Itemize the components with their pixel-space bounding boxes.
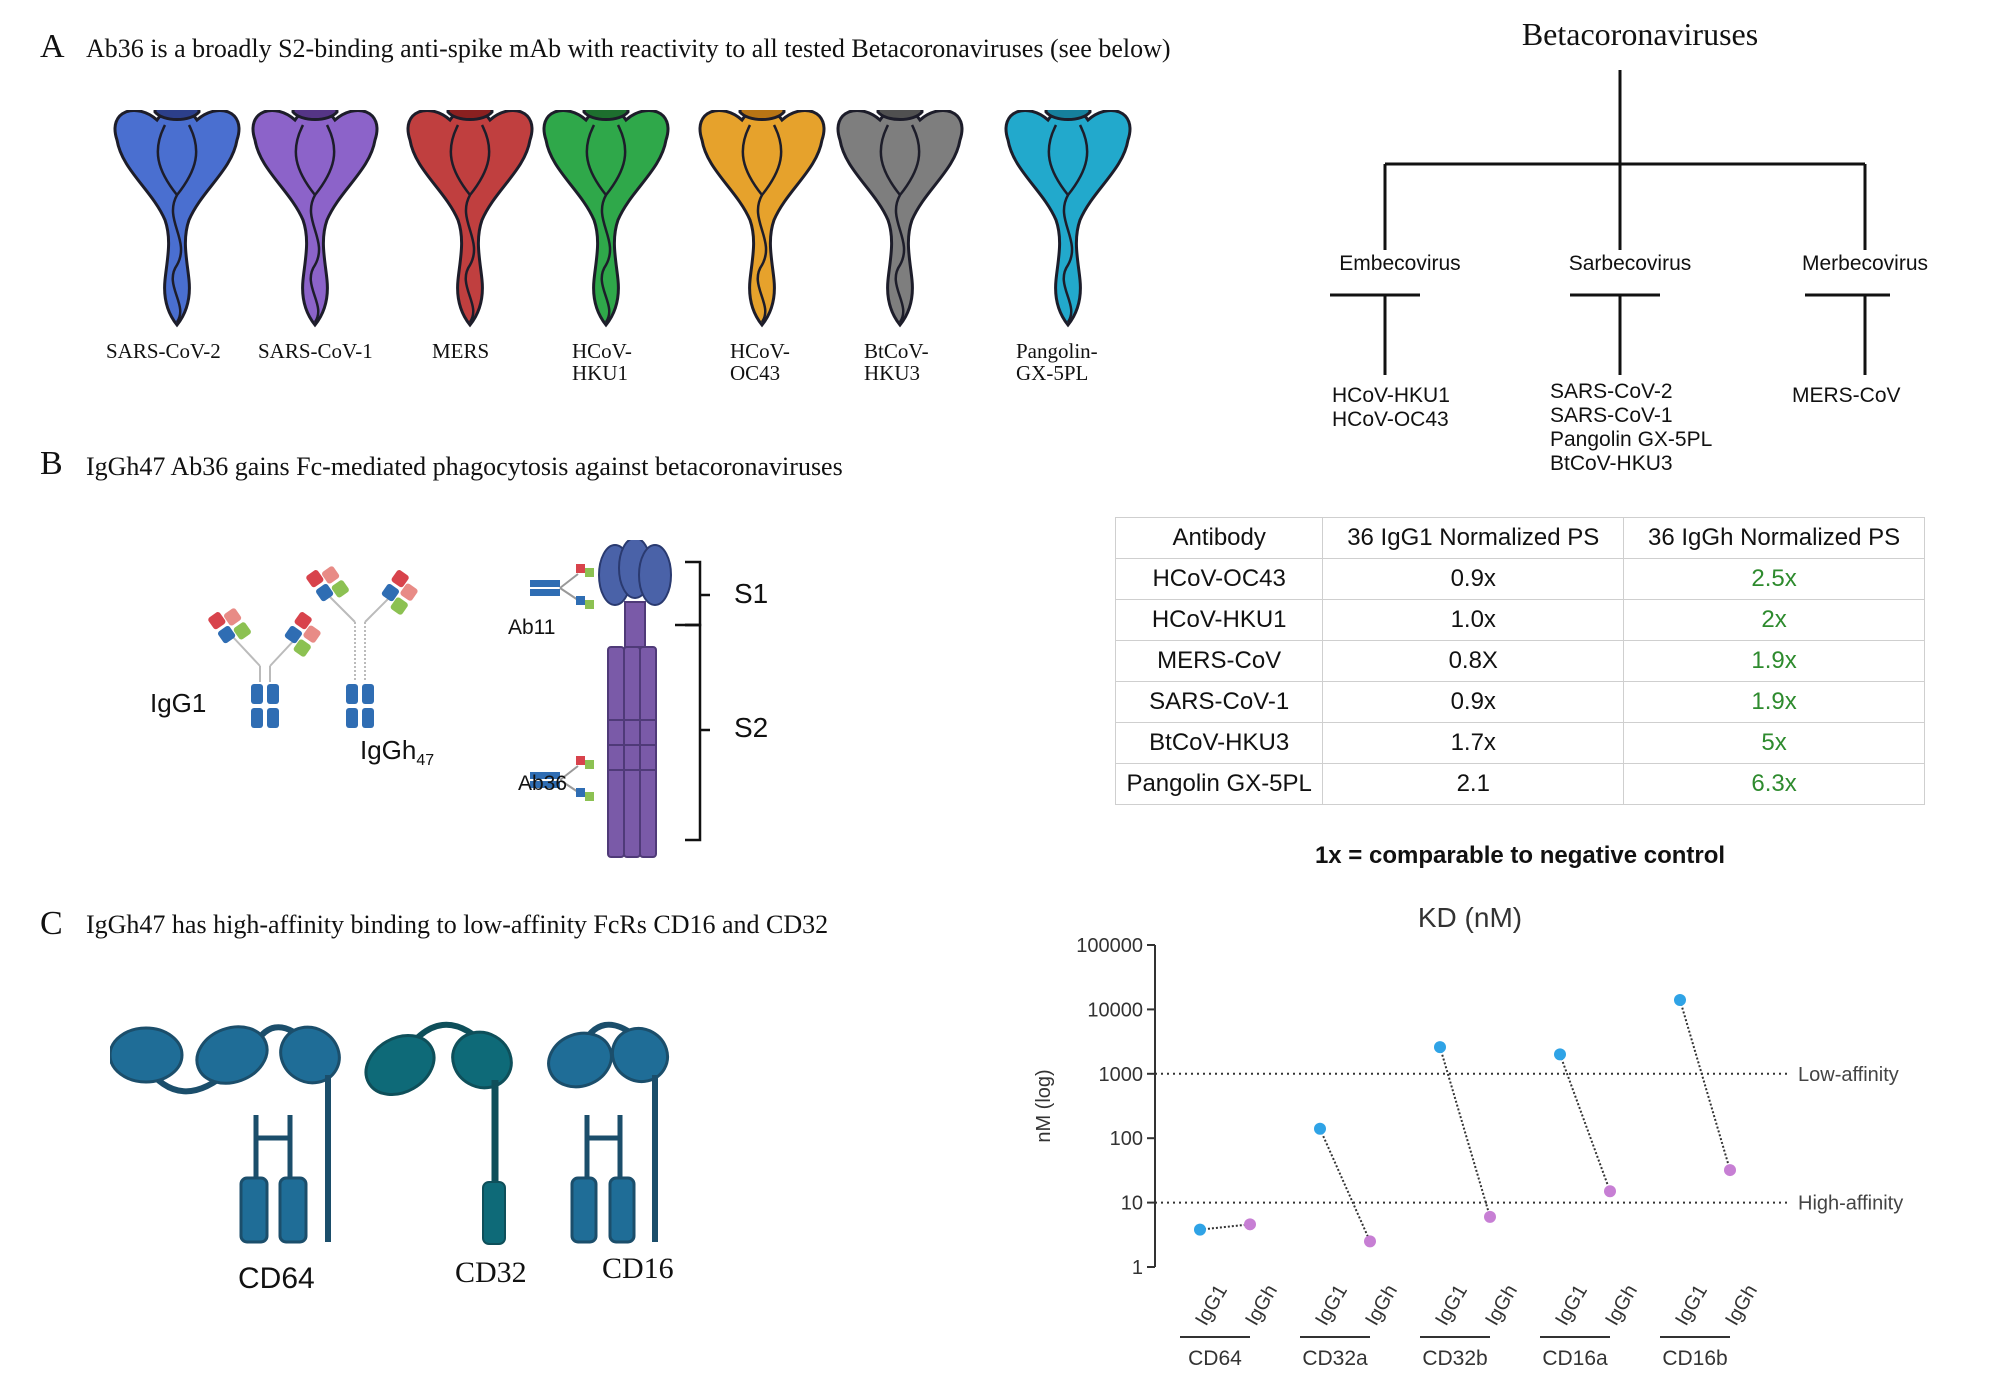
igg1-point [1674, 994, 1686, 1006]
cd16-label: CD16 [602, 1252, 674, 1285]
y-tick-label: 10 [1120, 1192, 1143, 1215]
spike-icon [408, 110, 532, 325]
x-tick-label: IgGh [1241, 1280, 1283, 1330]
pair-connector [1320, 1129, 1370, 1242]
antibody-diagram [140, 540, 940, 860]
spike-protein-row [0, 110, 1180, 350]
spike-icon [1006, 110, 1130, 325]
iggh-point [1364, 1235, 1376, 1247]
ab11-icon [530, 564, 594, 609]
cd32-label: CD32 [455, 1256, 527, 1289]
phagocytosis-table [1115, 517, 1925, 805]
pair-connector [1560, 1054, 1610, 1191]
s1-label: S1 [734, 578, 769, 609]
spike-label: HCoV- OC43 [730, 339, 790, 385]
table-header-cell: 36 IgG1 Normalized PS [1323, 518, 1624, 559]
pair-connector [1440, 1047, 1490, 1217]
igg1-point [1434, 1041, 1446, 1053]
y-tick-label: 100 [1109, 1128, 1143, 1151]
x-tick-label: IgG1 [1551, 1280, 1593, 1330]
phylogeny-tree [1280, 60, 2000, 400]
igg1-point [1314, 1123, 1326, 1135]
table-row: MERS-CoV 0.8X 1.9x [1116, 641, 1925, 682]
reference-line-label: High-affinity [1798, 1192, 1904, 1215]
x-tick-label: IgGh [1601, 1280, 1643, 1330]
panel-c-title: IgGh47 has high-affinity binding to low-affinity FcRs CD16 and CD32 [86, 910, 829, 939]
panel-a-letter: A [40, 28, 65, 65]
table-row: BtCoV-HKU3 1.7x 5x [1116, 723, 1925, 764]
cd64-receptor [110, 1017, 349, 1242]
spike-icon [838, 110, 962, 325]
spike-icon [700, 110, 824, 325]
table-row: HCoV-OC43 0.9x 2.5x [1116, 559, 1925, 600]
x-tick-label: IgG1 [1431, 1280, 1473, 1330]
tree-group-sarbecovirus: Sarbecovirus [1568, 252, 1692, 275]
ab11-label: Ab11 [508, 616, 556, 639]
y-tick-label: 100000 [1076, 935, 1143, 957]
cd64-label: CD64 [238, 1262, 315, 1295]
tree-leaves-merbecovirus: MERS-CoV [1792, 384, 1901, 407]
spike-schematic [599, 540, 671, 857]
group-label: CD16a [1542, 1347, 1608, 1370]
x-tick-label: IgG1 [1311, 1280, 1353, 1330]
spike-icon [544, 110, 668, 325]
table-header-cell: 36 IgGh Normalized PS [1624, 518, 1925, 559]
y-axis-label: nM (log) [1033, 1069, 1055, 1143]
s1-s2-brackets [675, 562, 710, 840]
group-label: CD32b [1422, 1347, 1488, 1370]
panel-b-letter: B [40, 445, 63, 482]
spike-icon [253, 110, 377, 325]
igg1-label: IgG1 [150, 688, 207, 718]
panel-c-letter: C [40, 905, 63, 942]
spike-label: SARS-CoV-2 [106, 339, 221, 363]
spike-icon [115, 110, 239, 325]
tree-leaves-embecovirus: HCoV-HKU1 HCoV-OC43 [1332, 384, 1450, 431]
group-label: CD32a [1302, 1347, 1368, 1370]
reference-line-label: Low-affinity [1798, 1063, 1899, 1086]
iggh-point [1724, 1164, 1736, 1176]
y-tick-label: 10000 [1087, 999, 1143, 1022]
panel-b-title: IgGh47 Ab36 gains Fc-mediated phagocytosis against betacoronaviruses [86, 452, 843, 481]
igg1-point [1554, 1048, 1566, 1060]
panel-a-title: Ab36 is a broadly S2-binding anti-spike mAb with reactivity to all tested Betacoronaviruses (see below) [86, 34, 1171, 63]
table-header-cell: Antibody [1116, 518, 1323, 559]
spike-label: HCoV- HKU1 [572, 339, 632, 385]
kd-chart [1020, 895, 1970, 1375]
y-tick-label: 1000 [1098, 1063, 1143, 1086]
table-row: HCoV-HKU1 1.0x 2x [1116, 600, 1925, 641]
cd16-receptor [541, 1018, 677, 1242]
ab36-label: Ab36 [518, 772, 568, 795]
tree-title: Betacoronaviruses [1521, 16, 1759, 52]
spike-label: MERS [432, 339, 490, 363]
y-tick-label: 1 [1131, 1257, 1143, 1279]
tree-leaves-sarbecovirus: SARS-CoV-2 SARS-CoV-1 Pangolin GX-5PL BtCoV-HKU3 [1550, 380, 1713, 475]
tree-group-merbecovirus: Merbecovirus [1801, 252, 1929, 275]
tree-group-embecovirus: Embecovirus [1339, 252, 1461, 275]
group-label: CD16b [1662, 1347, 1728, 1370]
iggh-point [1604, 1185, 1616, 1197]
x-tick-label: IgGh [1481, 1280, 1523, 1330]
igg1-point [1194, 1224, 1206, 1236]
table-header-row [1116, 518, 1925, 559]
pair-connector [1680, 1000, 1730, 1170]
table-footnote: 1x = comparable to negative control [1314, 842, 1726, 869]
fc-receptor-diagram [110, 1010, 730, 1260]
table-row: SARS-CoV-1 0.9x 1.9x [1116, 682, 1925, 723]
x-tick-label: IgG1 [1671, 1280, 1713, 1330]
x-tick-label: IgGh [1721, 1280, 1763, 1330]
spike-label: BtCoV- HKU3 [864, 339, 929, 385]
s2-label: S2 [734, 712, 769, 743]
iggh47-label: IgGh$_{47}$ [360, 735, 435, 770]
cd32-receptor [355, 1022, 521, 1244]
iggh-point [1484, 1211, 1496, 1223]
table-row: Pangolin GX-5PL 2.1 6.3x [1116, 764, 1925, 805]
x-tick-label: IgGh [1361, 1280, 1403, 1330]
iggh47-antibody [305, 560, 422, 728]
spike-label: SARS-CoV-1 [258, 339, 373, 363]
chart-title: KD (nM) [1417, 902, 1523, 933]
group-label: CD64 [1188, 1347, 1242, 1370]
x-tick-label: IgG1 [1191, 1280, 1233, 1330]
spike-label: Pangolin- GX-5PL [1016, 339, 1098, 385]
igg1-antibody [207, 602, 325, 728]
pair-connector [1200, 1224, 1250, 1229]
iggh-point [1244, 1218, 1256, 1230]
